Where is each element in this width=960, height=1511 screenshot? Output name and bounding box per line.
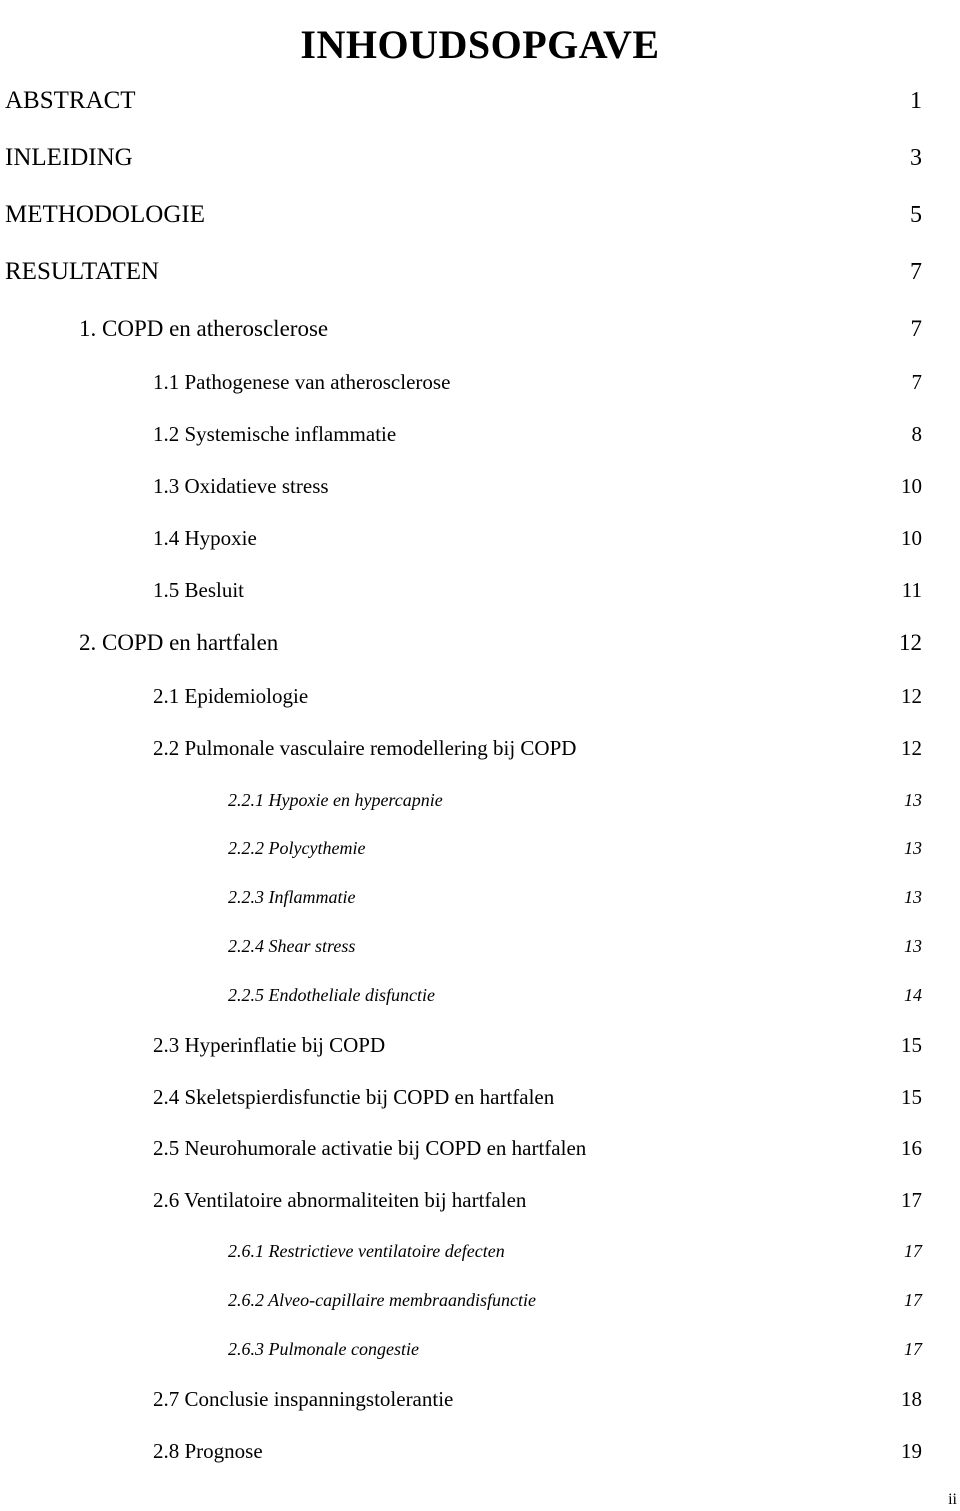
toc-entry-page: 15 — [901, 1033, 922, 1057]
toc-entry — [0, 1334, 960, 1364]
toc-entry-label: 1. COPD en atherosclerose — [79, 316, 329, 341]
toc-entry-page: 10 — [901, 474, 922, 498]
toc-entry-label: 2.2 Pulmonale vasculaire remodellering bij COPD — [153, 736, 577, 760]
toc-entry-label: 2.2.5 Endotheliale disfunctie — [228, 985, 435, 1005]
toc-entry-label: 2.1 Epidemiologie — [153, 684, 309, 708]
toc-entry-page: 1 — [910, 88, 922, 114]
toc-entry — [0, 882, 960, 912]
page-number: ii — [948, 1491, 957, 1508]
toc-entry — [0, 1285, 960, 1315]
toc-entry-page: 10 — [901, 526, 922, 550]
toc-entry-page: 13 — [904, 790, 922, 810]
toc-entry — [0, 1384, 960, 1414]
toc-entry-page: 7 — [910, 259, 922, 285]
toc-entry-label: RESULTATEN — [5, 258, 160, 285]
toc-entry-page: 7 — [911, 370, 922, 394]
toc-entry-page: 12 — [901, 736, 922, 760]
toc-entry-page: 14 — [904, 985, 922, 1005]
toc-entry — [0, 733, 960, 763]
toc-entry — [0, 143, 960, 173]
toc-entry-page: 15 — [901, 1085, 922, 1109]
toc-entry — [0, 471, 960, 501]
toc-entry-label: 2.6.1 Restrictieve ventilatoire defecten — [228, 1241, 505, 1261]
toc-entry — [0, 785, 960, 815]
toc-entry — [0, 681, 960, 711]
toc-entry-label: 1.2 Systemische inflammatie — [153, 422, 397, 446]
page-title: INHOUDSOPGAVE — [300, 21, 660, 67]
toc-entry — [0, 1082, 960, 1112]
toc-entry-label: 2.5 Neurohumorale activatie bij COPD en hartfalen — [153, 1136, 587, 1160]
toc-entry-page: 17 — [901, 1188, 922, 1212]
toc-entry-label: 2.4 Skeletspierdisfunctie bij COPD en hartfalen — [153, 1085, 555, 1109]
toc-entry-page: 7 — [910, 316, 922, 341]
toc-entry-page: 17 — [904, 1339, 922, 1359]
toc-entry-page: 13 — [904, 838, 922, 858]
toc-entry — [0, 1030, 960, 1060]
toc-entry-page: 17 — [904, 1290, 922, 1310]
toc-entry-label: ABSTRACT — [5, 87, 136, 114]
toc-entry-label: INLEIDING — [5, 144, 133, 171]
toc-entry-label: 1.3 Oxidatieve stress — [153, 474, 329, 498]
toc-entry-label: 2.2.3 Inflammatie — [228, 887, 356, 907]
toc-entry-page: 19 — [901, 1439, 922, 1463]
toc-entry — [0, 628, 960, 658]
toc-entry — [0, 257, 960, 287]
toc-entry-page: 13 — [904, 887, 922, 907]
toc-entry-label: 2.3 Hyperinflatie bij COPD — [153, 1033, 386, 1057]
toc-entry-page: 8 — [911, 422, 922, 446]
toc-entry-page: 3 — [910, 145, 922, 171]
toc-entry-page: 13 — [904, 936, 922, 956]
toc-entry — [0, 833, 960, 863]
toc-entry-label: 2.2.4 Shear stress — [228, 936, 356, 956]
toc-entry — [0, 200, 960, 230]
toc-entry-label: 2.7 Conclusie inspanningstolerantie — [153, 1387, 454, 1411]
toc-entry-page: 5 — [910, 202, 922, 228]
toc-entry-label: METHODOLOGIE — [5, 201, 205, 228]
toc-entry — [0, 931, 960, 961]
toc-entry — [0, 523, 960, 553]
toc-entry — [0, 1185, 960, 1215]
toc-entry — [0, 419, 960, 449]
toc-entry-label: 2.2.2 Polycythemie — [228, 838, 366, 858]
toc-entry-page: 16 — [901, 1136, 922, 1160]
toc-entry-page: 18 — [901, 1387, 922, 1411]
toc-entry-page: 12 — [901, 684, 922, 708]
toc-entry — [0, 575, 960, 605]
toc-entry-label: 2.8 Prognose — [153, 1439, 263, 1463]
toc-entry-label: 2.6.2 Alveo-capillaire membraandisfunctie — [228, 1290, 536, 1310]
toc-entry — [0, 1236, 960, 1266]
toc-entry — [0, 980, 960, 1010]
toc-entry — [0, 314, 960, 344]
toc-entry-label: 1.1 Pathogenese van atherosclerose — [153, 370, 451, 394]
toc-entry — [0, 1436, 960, 1466]
toc-entry-label: 2.6 Ventilatoire abnormaliteiten bij hartfalen — [153, 1188, 527, 1212]
toc-entry — [0, 86, 960, 116]
toc-entry-label: 2.6.3 Pulmonale congestie — [228, 1339, 419, 1359]
toc-entry-label: 2.2.1 Hypoxie en hypercapnie — [228, 790, 443, 810]
toc-entry-page: 12 — [899, 630, 922, 655]
toc-entry-page: 17 — [904, 1241, 922, 1261]
toc-entry-label: 1.5 Besluit — [153, 578, 245, 602]
toc-entry-page: 11 — [901, 578, 922, 602]
toc-entry — [0, 367, 960, 397]
toc-entry — [0, 1133, 960, 1163]
toc-entry-label: 2. COPD en hartfalen — [79, 630, 279, 655]
toc-entry-label: 1.4 Hypoxie — [153, 526, 257, 550]
